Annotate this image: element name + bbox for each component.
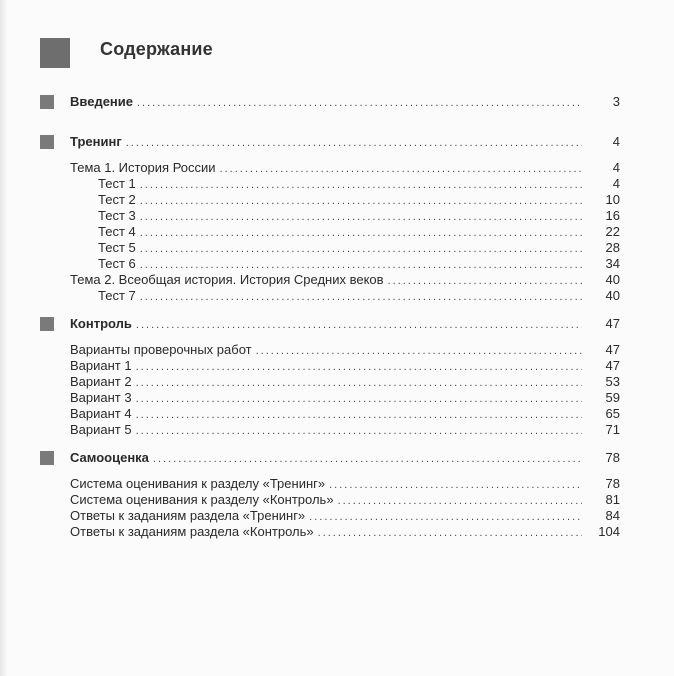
- toc-entry-page: 16: [605, 208, 620, 223]
- toc-section-heading[interactable]: [70, 450, 620, 466]
- toc-entry-page: 28: [605, 240, 620, 255]
- toc-entry-label: Вариант 3: [70, 390, 132, 405]
- toc-entry-page: 47: [605, 316, 620, 331]
- toc-entry-page: 34: [605, 256, 620, 271]
- toc-entry-page: 84: [605, 508, 620, 523]
- toc-entry-label: Тест 2: [98, 192, 136, 207]
- toc-entry[interactable]: [70, 342, 620, 358]
- section-square-marker-icon: [40, 317, 54, 331]
- toc-entry[interactable]: [70, 476, 620, 492]
- toc-entry-label: Тренинг: [70, 134, 122, 149]
- section-square-marker-icon: [40, 135, 54, 149]
- dot-leader: [309, 510, 582, 524]
- dot-leader: [126, 136, 582, 150]
- toc-entry[interactable]: [70, 160, 620, 176]
- dot-leader: [136, 408, 582, 422]
- dot-leader: [136, 318, 582, 332]
- toc-entry-label: Контроль: [70, 316, 132, 331]
- toc-entry[interactable]: [70, 358, 620, 374]
- dot-leader: [338, 494, 582, 508]
- toc-entry[interactable]: [70, 390, 620, 406]
- dot-leader: [220, 162, 582, 176]
- dot-leader: [329, 478, 582, 492]
- toc-entry-label: Тест 7: [98, 288, 136, 303]
- title-square-marker-icon: [40, 38, 70, 68]
- toc-entry[interactable]: [70, 508, 620, 524]
- toc-entry-label: Вариант 1: [70, 358, 132, 373]
- toc-entry-label: Тест 3: [98, 208, 136, 223]
- toc-entry-label: Введение: [70, 94, 133, 109]
- dot-leader: [136, 392, 582, 406]
- toc-entry[interactable]: [70, 208, 620, 224]
- toc-entry-page: 4: [612, 134, 620, 149]
- toc-entry-page: 40: [605, 288, 620, 303]
- toc-entry-label: Варианты проверочных работ: [70, 342, 252, 357]
- toc-entry-label: Самооценка: [70, 450, 149, 465]
- dot-leader: [140, 210, 582, 224]
- toc-entry-page: 3: [612, 94, 620, 109]
- toc-entry[interactable]: [70, 422, 620, 438]
- toc-entry-label: Система оценивания к разделу «Контроль»: [70, 492, 334, 507]
- toc-entry[interactable]: [70, 272, 620, 288]
- toc-entry-label: Ответы к заданиям раздела «Контроль»: [70, 524, 314, 539]
- toc-entry-page: 78: [605, 476, 620, 491]
- toc-entry-label: Вариант 5: [70, 422, 132, 437]
- dot-leader: [140, 290, 582, 304]
- dot-leader: [140, 178, 582, 192]
- dot-leader: [256, 344, 582, 358]
- toc-entry-label: Тест 5: [98, 240, 136, 255]
- toc-entry[interactable]: [70, 406, 620, 422]
- toc-entry[interactable]: [70, 524, 620, 540]
- dot-leader: [153, 452, 582, 466]
- toc-entry[interactable]: [70, 492, 620, 508]
- toc-section-heading[interactable]: [70, 94, 620, 110]
- toc-entry-page: 40: [605, 272, 620, 287]
- toc-entry-page: 4: [612, 160, 620, 175]
- toc-entry-page: 10: [605, 192, 620, 207]
- toc-entry-page: 65: [605, 406, 620, 421]
- toc-entry[interactable]: [70, 224, 620, 240]
- dot-leader: [388, 274, 582, 288]
- toc-section-heading[interactable]: [70, 316, 620, 332]
- dot-leader: [140, 242, 582, 256]
- toc-entry-label: Система оценивания к разделу «Тренинг»: [70, 476, 326, 491]
- toc-entry-label: Тест 4: [98, 224, 136, 239]
- toc-section-heading[interactable]: [70, 134, 620, 150]
- toc-entry-page: 71: [605, 422, 620, 437]
- toc-entry-page: 22: [605, 224, 620, 239]
- toc-entry-label: Тема 1. История России: [70, 160, 216, 175]
- toc-entry[interactable]: [70, 176, 620, 192]
- section-square-marker-icon: [40, 95, 54, 109]
- toc-entry-page: 104: [598, 524, 620, 539]
- toc-entry-label: Тема 2. Всеобщая история. История Средних веков: [70, 272, 384, 287]
- dot-leader: [137, 96, 582, 110]
- toc-entry-label: Тест 1: [98, 176, 136, 191]
- toc-entry-page: 47: [605, 342, 620, 357]
- toc-entry-page: 4: [612, 176, 620, 191]
- toc-entry[interactable]: [70, 192, 620, 208]
- toc-entry-page: 59: [605, 390, 620, 405]
- dot-leader: [136, 360, 582, 374]
- dot-leader: [136, 424, 582, 438]
- toc-entry[interactable]: [70, 374, 620, 390]
- dot-leader: [140, 226, 582, 240]
- page-title: Содержание: [100, 39, 213, 59]
- page-edge-shadow: [0, 0, 8, 676]
- dot-leader: [140, 194, 582, 208]
- toc-entry-label: Вариант 2: [70, 374, 132, 389]
- toc-entry-label: Вариант 4: [70, 406, 132, 421]
- dot-leader: [140, 258, 582, 272]
- toc-entry-page: 47: [605, 358, 620, 373]
- toc-entry-label: Ответы к заданиям раздела «Тренинг»: [70, 508, 306, 523]
- toc-entry-page: 78: [605, 450, 620, 465]
- toc-entry-label: Тест 6: [98, 256, 136, 271]
- toc-entry[interactable]: [70, 256, 620, 272]
- toc-entry[interactable]: [70, 240, 620, 256]
- toc-entry-page: 53: [605, 374, 620, 389]
- dot-leader: [318, 526, 582, 540]
- dot-leader: [136, 376, 582, 390]
- section-square-marker-icon: [40, 451, 54, 465]
- toc-entry-page: 81: [605, 492, 620, 507]
- toc-entry[interactable]: [70, 288, 620, 304]
